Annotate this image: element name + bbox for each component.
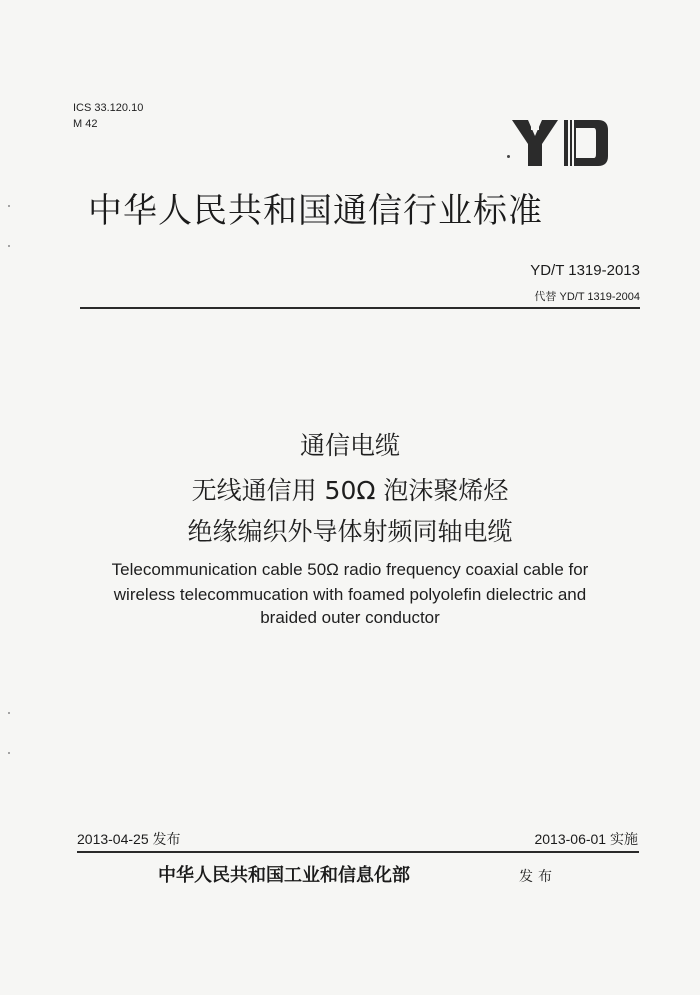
implementation-date: 2013-06-01 实施 (534, 831, 638, 847)
chinese-title-line-2: 无线通信用 50Ω 泡沫聚烯烃 (191, 476, 509, 505)
chinese-title-line-1: 通信电缆 (299, 431, 400, 460)
scan-speck (8, 245, 10, 247)
replaces-standard: 代替 YD/T 1319-2004 (534, 291, 640, 303)
english-title-line-3: braided outer conductor (260, 608, 440, 627)
scan-speck (8, 752, 10, 754)
english-title-line-1: Telecommunication cable 50Ω radio frequency coaxial cable for (111, 560, 589, 579)
chinese-title-line-3: 绝缘编织外导体射频同轴电缆 (187, 517, 513, 546)
issuing-authority: 中华人民共和国工业和信息化部 (158, 865, 410, 886)
issue-date: 2013-04-25 发布 (77, 831, 181, 847)
standard-number: YD/T 1319-2013 (530, 262, 640, 279)
english-title-line-2: wireless telecommucation with foamed polyolefin dielectric and (113, 585, 587, 604)
standard-category-title: 中华人民共和国通信行业标准 (88, 191, 543, 231)
footer-rule (77, 851, 639, 853)
ics-code: ICS 33.120.10 (73, 102, 144, 114)
classification-block (73, 100, 143, 132)
ccs-code: M 42 (73, 118, 98, 130)
yd-logo (510, 120, 610, 166)
header-rule (80, 307, 640, 309)
publish-label: 发布 (519, 869, 557, 885)
scan-speck (8, 712, 10, 714)
scan-speck (8, 205, 10, 207)
